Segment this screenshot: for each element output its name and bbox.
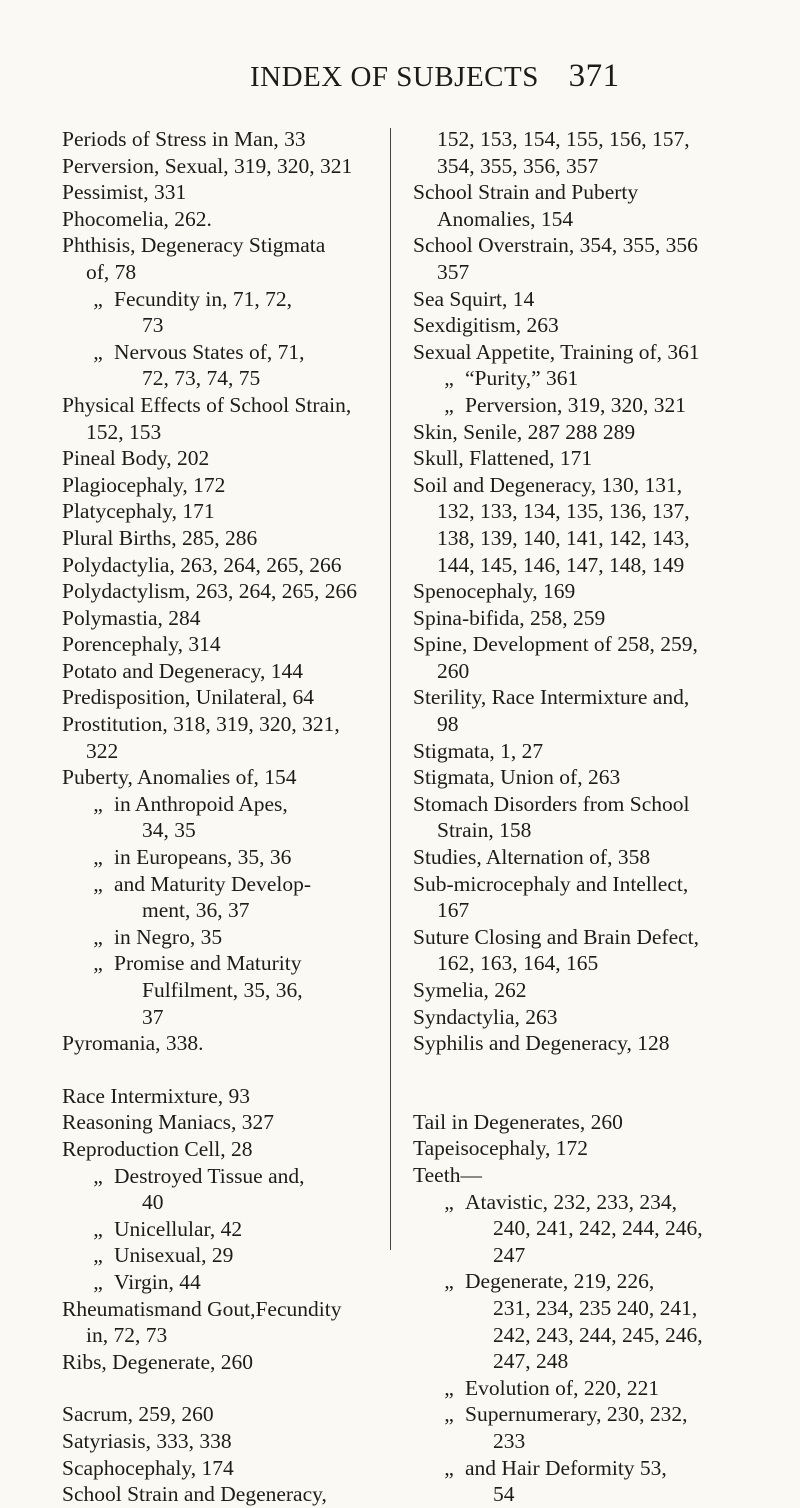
index-entry-text: ment, 36, 37 bbox=[142, 898, 250, 923]
index-entry-text: “Purity,” 361 bbox=[465, 366, 579, 391]
index-entry bbox=[62, 658, 412, 685]
index-entry-text: Nervous States of, 71, bbox=[114, 339, 305, 364]
index-entry bbox=[62, 498, 412, 525]
index-entry-text: Strain, 158 bbox=[437, 818, 532, 843]
index-entry-text: Sub-microcephaly and Intellect, bbox=[413, 871, 689, 896]
index-entry-text: Soil and Degeneracy, 130, 131, bbox=[413, 472, 683, 497]
index-entry-text: Satyriasis, 333, 338 bbox=[62, 1428, 232, 1453]
index-entry bbox=[62, 1481, 412, 1508]
ditto-mark: „ bbox=[93, 339, 103, 364]
index-entry-continuation bbox=[413, 498, 763, 525]
index-entry-text: Race Intermixture, 93 bbox=[62, 1083, 251, 1108]
index-entry bbox=[413, 924, 763, 951]
index-entry-text: Pessimist, 331 bbox=[62, 180, 187, 205]
index-entry bbox=[62, 1455, 412, 1482]
index-entry-text: 322 bbox=[86, 738, 119, 763]
index-entry bbox=[62, 578, 412, 605]
index-entry bbox=[413, 1109, 763, 1136]
index-entry-continuation bbox=[62, 817, 412, 844]
index-entry-text: 40 bbox=[142, 1190, 164, 1215]
index-entry-continuation bbox=[413, 897, 763, 924]
index-entry-text: 73 bbox=[142, 313, 164, 338]
ditto-mark: „ bbox=[444, 1189, 454, 1214]
index-entry-text: Perversion, Sexual, 319, 320, 321 bbox=[62, 153, 353, 178]
index-entry-text: of, 78 bbox=[86, 259, 137, 284]
index-entry-text: Studies, Alternation of, 358 bbox=[413, 845, 651, 870]
index-entry bbox=[62, 206, 412, 233]
index-entry-text: and Hair Deformity 53, bbox=[465, 1455, 667, 1480]
index-entry-text: Reasoning Maniacs, 327 bbox=[62, 1110, 274, 1135]
index-entry-continuation bbox=[62, 924, 412, 951]
index-entry-text: Potato and Degeneracy, 144 bbox=[62, 658, 303, 683]
section-gap bbox=[413, 1057, 763, 1083]
index-entry-text: 34, 35 bbox=[142, 818, 196, 843]
index-entry-continuation bbox=[413, 365, 763, 392]
index-entry-text: Syphilis and Degeneracy, 128 bbox=[413, 1031, 670, 1056]
index-entry-continuation bbox=[62, 1163, 412, 1190]
index-entry-continuation bbox=[413, 1189, 763, 1216]
index-entry-continuation bbox=[413, 1481, 763, 1508]
index-entry bbox=[413, 578, 763, 605]
index-entry-text: Anomalies, 154 bbox=[437, 206, 574, 231]
section-gap bbox=[413, 1083, 763, 1109]
index-entry bbox=[62, 684, 412, 711]
index-entry bbox=[62, 1030, 412, 1057]
index-entry-continuation bbox=[62, 339, 412, 366]
index-entry-text: Platycephaly, 171 bbox=[62, 499, 215, 524]
index-entry-continuation bbox=[413, 1242, 763, 1269]
index-entry-text: 233 bbox=[493, 1428, 526, 1453]
index-entry-continuation bbox=[413, 950, 763, 977]
index-entry-text: Porencephaly, 314 bbox=[62, 632, 221, 657]
index-column-left bbox=[62, 126, 412, 1508]
ditto-mark: „ bbox=[93, 286, 103, 311]
index-entry-continuation bbox=[62, 871, 412, 898]
index-entry bbox=[413, 179, 763, 206]
index-entry-text: 132, 133, 134, 135, 136, 137, bbox=[437, 499, 690, 524]
index-entry bbox=[413, 1162, 763, 1189]
index-entry-continuation bbox=[413, 392, 763, 419]
index-entry-text: Sacrum, 259, 260 bbox=[62, 1402, 214, 1427]
index-entry-text: Phocomelia, 262. bbox=[62, 206, 212, 231]
index-entry-continuation bbox=[62, 1242, 412, 1269]
index-entry-text: 162, 163, 164, 165 bbox=[437, 951, 599, 976]
index-entry bbox=[62, 711, 412, 738]
index-entry bbox=[413, 871, 763, 898]
index-entry-text: Pineal Body, 202 bbox=[62, 446, 210, 471]
index-entry-text: Polymastia, 284 bbox=[62, 605, 201, 630]
index-entry bbox=[62, 126, 412, 153]
column-divider bbox=[390, 128, 391, 1250]
page-header bbox=[250, 58, 790, 95]
index-entry-text: Periods of Stress in Man, 33 bbox=[62, 127, 306, 151]
index-entry-text: Supernumerary, 230, 232, bbox=[465, 1402, 688, 1427]
index-entry bbox=[62, 1109, 412, 1136]
index-entry bbox=[62, 552, 412, 579]
index-entry-text: Destroyed Tissue and, bbox=[114, 1163, 305, 1188]
index-entry-text: Polydactylia, 263, 264, 265, 266 bbox=[62, 552, 342, 577]
index-entry-text: in Negro, 35 bbox=[114, 924, 223, 949]
index-entry-text: Symelia, 262 bbox=[413, 978, 527, 1002]
index-entry-continuation bbox=[62, 365, 412, 392]
index-entry-text: 247, 248 bbox=[493, 1349, 569, 1374]
index-entry-text: 240, 241, 242, 244, 246, bbox=[493, 1216, 703, 1241]
index-entry-text: Unicellular, 42 bbox=[114, 1216, 243, 1241]
index-entry-text: 98 bbox=[437, 712, 459, 737]
index-entry bbox=[413, 472, 763, 499]
section-gap bbox=[62, 1375, 412, 1401]
index-entry-continuation bbox=[62, 259, 412, 286]
index-entry-continuation bbox=[413, 1322, 763, 1349]
index-entry bbox=[62, 179, 412, 206]
index-entry-text: Predisposition, Unilateral, 64 bbox=[62, 685, 314, 710]
index-entry-text: Plagiocephaly, 172 bbox=[62, 472, 226, 497]
index-entry-text: Tapeisocephaly, 172 bbox=[413, 1136, 589, 1161]
index-entry-text: Virgin, 44 bbox=[114, 1269, 201, 1294]
index-entry-text: 357 bbox=[437, 259, 470, 284]
ditto-mark: „ bbox=[93, 1216, 103, 1241]
ditto-mark: „ bbox=[93, 845, 103, 870]
index-entry bbox=[62, 1083, 412, 1110]
index-entry-text: Fulfilment, 35, 36, bbox=[142, 978, 303, 1002]
index-entry-text: Stigmata, Union of, 263 bbox=[413, 765, 621, 790]
index-entry bbox=[62, 232, 412, 259]
index-entry-continuation bbox=[62, 1216, 412, 1243]
index-entry bbox=[413, 1004, 763, 1031]
index-entry-continuation bbox=[413, 259, 763, 286]
index-entry bbox=[413, 419, 763, 446]
ditto-mark: „ bbox=[93, 791, 103, 816]
index-entry-continuation bbox=[413, 1455, 763, 1482]
index-entry bbox=[413, 339, 763, 366]
index-entry-text: Unisexual, 29 bbox=[114, 1243, 234, 1268]
index-entry-continuation bbox=[62, 950, 412, 977]
index-entry-text: Prostitution, 318, 319, 320, 321, bbox=[62, 712, 340, 737]
index-entry bbox=[62, 631, 412, 658]
index-entry bbox=[62, 1136, 412, 1163]
index-entry-text: Puberty, Anomalies of, 154 bbox=[62, 765, 297, 790]
index-entry-text: Stomach Disorders from School bbox=[413, 791, 690, 816]
index-entry-text: Skin, Senile, 287 288 289 bbox=[413, 419, 636, 444]
index-entry-text: 354, 355, 356, 357 bbox=[437, 153, 599, 178]
index-entry-text: in Europeans, 35, 36 bbox=[114, 845, 292, 870]
index-entry-continuation bbox=[413, 711, 763, 738]
index-entry-text: Polydactylism, 263, 264, 265, 266 bbox=[62, 579, 358, 604]
index-entry-continuation bbox=[413, 1348, 763, 1375]
index-entry-text: 242, 243, 244, 245, 246, bbox=[493, 1322, 703, 1347]
index-entry-text: Plural Births, 285, 286 bbox=[62, 525, 258, 550]
index-entry bbox=[62, 1296, 412, 1323]
ditto-mark: „ bbox=[444, 1375, 454, 1400]
index-entry-continuation bbox=[413, 153, 763, 180]
ditto-mark: „ bbox=[93, 1163, 103, 1188]
index-entry-text: Perversion, 319, 320, 321 bbox=[465, 392, 686, 417]
index-entry bbox=[413, 445, 763, 472]
index-entry-text: Teeth— bbox=[413, 1162, 482, 1187]
index-entry-text: Sterility, Race Intermixture and, bbox=[413, 685, 690, 710]
index-entry bbox=[413, 977, 763, 1004]
index-entry-text: School Strain and Degeneracy, bbox=[62, 1482, 327, 1507]
index-entry bbox=[62, 605, 412, 632]
index-entry bbox=[62, 525, 412, 552]
index-entry-text: Spina-bifida, 258, 259 bbox=[413, 605, 606, 630]
index-entry-continuation bbox=[413, 658, 763, 685]
index-entry-text: Syndactylia, 263 bbox=[413, 1004, 558, 1029]
index-entry-text: School Overstrain, 354, 355, 356 bbox=[413, 233, 698, 258]
index-entry-continuation bbox=[62, 419, 412, 446]
section-gap bbox=[62, 1057, 412, 1083]
index-entry-text: Rheumatismand Gout,Fecundity bbox=[62, 1296, 342, 1321]
index-entry-text: 54 bbox=[493, 1482, 515, 1507]
index-entry bbox=[413, 844, 763, 871]
index-entry-text: 144, 145, 146, 147, 148, 149 bbox=[437, 552, 685, 577]
index-entry-text: Atavistic, 232, 233, 234, bbox=[465, 1189, 677, 1214]
index-entry-continuation bbox=[62, 977, 412, 1004]
index-entry-text: Promise and Maturity bbox=[114, 951, 302, 976]
ditto-mark: „ bbox=[444, 1455, 454, 1480]
index-entry-text: 231, 234, 235 240, 241, bbox=[493, 1295, 698, 1320]
index-entry bbox=[413, 1030, 763, 1057]
index-entry-text: 72, 73, 74, 75 bbox=[142, 366, 261, 391]
index-entry-continuation bbox=[62, 1189, 412, 1216]
index-entry-text: Pyromania, 338. bbox=[62, 1031, 204, 1056]
index-entry-continuation bbox=[62, 1004, 412, 1031]
index-entry-text: Stigmata, 1, 27 bbox=[413, 738, 544, 763]
index-entry-continuation bbox=[62, 1322, 412, 1349]
index-entry-text: Suture Closing and Brain Defect, bbox=[413, 924, 700, 949]
index-entry-continuation bbox=[62, 1269, 412, 1296]
index-entry-text: Fecundity in, 71, 72, bbox=[114, 286, 292, 311]
index-entry-text: School Strain and Puberty bbox=[413, 180, 639, 205]
index-entry-text: Sea Squirt, 14 bbox=[413, 286, 535, 311]
index-entry-text: Spenocephaly, 169 bbox=[413, 579, 576, 604]
running-title: INDEX OF SUBJECTS bbox=[250, 61, 539, 93]
index-entry bbox=[413, 684, 763, 711]
ditto-mark: „ bbox=[444, 392, 454, 417]
index-entry-text: 247 bbox=[493, 1242, 526, 1267]
ditto-mark: „ bbox=[93, 1269, 103, 1294]
index-entry-text: Sexdigitism, 263 bbox=[413, 313, 559, 338]
index-entry-text: and Maturity Develop- bbox=[114, 871, 312, 896]
page-number: 371 bbox=[568, 58, 620, 94]
ditto-mark: „ bbox=[93, 951, 103, 976]
index-entry-text: 260 bbox=[437, 658, 470, 683]
index-entry-text: in Anthropoid Apes, bbox=[114, 791, 288, 816]
ditto-mark: „ bbox=[444, 1269, 454, 1294]
index-entry-text: Physical Effects of School Strain, bbox=[62, 392, 352, 417]
index-entry bbox=[413, 631, 763, 658]
index-entry-continuation bbox=[62, 844, 412, 871]
index-entry bbox=[62, 392, 412, 419]
index-entry-continuation bbox=[62, 897, 412, 924]
ditto-mark: „ bbox=[444, 366, 454, 391]
index-entry-text: Degenerate, 219, 226, bbox=[465, 1269, 655, 1294]
index-entry-text: 37 bbox=[142, 1004, 164, 1029]
index-entry bbox=[62, 1401, 412, 1428]
index-entry bbox=[62, 1349, 412, 1376]
index-entry bbox=[413, 764, 763, 791]
index-entry-text: Ribs, Degenerate, 260 bbox=[62, 1349, 254, 1374]
index-entry-text: 167 bbox=[437, 898, 470, 923]
index-entry-continuation bbox=[413, 126, 763, 153]
index-entry-continuation bbox=[62, 286, 412, 313]
index-entry-continuation bbox=[413, 525, 763, 552]
index-entry bbox=[62, 445, 412, 472]
index-entry-continuation bbox=[413, 1428, 763, 1455]
index-entry-text: 152, 153 bbox=[86, 419, 162, 444]
index-entry-continuation bbox=[413, 1295, 763, 1322]
index-entry-text: Tail in Degenerates, 260 bbox=[413, 1109, 623, 1134]
index-entry-text: in, 72, 73 bbox=[86, 1323, 168, 1348]
index-entry-text: 138, 139, 140, 141, 142, 143, bbox=[437, 525, 690, 550]
ditto-mark: „ bbox=[93, 924, 103, 949]
index-entry-continuation bbox=[413, 1401, 763, 1428]
index-entry-continuation bbox=[62, 312, 412, 339]
index-column-right bbox=[413, 126, 763, 1508]
index-entry-continuation bbox=[413, 1375, 763, 1402]
index-entry bbox=[62, 1428, 412, 1455]
index-entry-continuation bbox=[62, 791, 412, 818]
index-entry bbox=[413, 286, 763, 313]
index-entry-text: Sexual Appetite, Training of, 361 bbox=[413, 339, 700, 364]
index-entry bbox=[413, 605, 763, 632]
ditto-mark: „ bbox=[93, 871, 103, 896]
index-entry bbox=[413, 312, 763, 339]
index-entry bbox=[62, 153, 412, 180]
index-entry-text: Spine, Development of 258, 259, bbox=[413, 632, 698, 657]
index-entry-text: Phthisis, Degeneracy Stigmata bbox=[62, 233, 326, 258]
index-entry-text: Reproduction Cell, 28 bbox=[62, 1136, 253, 1161]
index-entry-text: Skull, Flattened, 171 bbox=[413, 446, 593, 471]
index-entry-text: Evolution of, 220, 221 bbox=[465, 1375, 660, 1400]
ditto-mark: „ bbox=[444, 1402, 454, 1427]
ditto-mark: „ bbox=[93, 1243, 103, 1268]
index-entry-continuation bbox=[62, 738, 412, 765]
index-entry-continuation bbox=[413, 817, 763, 844]
index-entry-continuation bbox=[413, 552, 763, 579]
index-entry bbox=[413, 791, 763, 818]
index-entry bbox=[62, 764, 412, 791]
index-entry bbox=[413, 738, 763, 765]
index-entry bbox=[413, 1135, 763, 1162]
index-entry-continuation bbox=[413, 1215, 763, 1242]
index-entry-text: Scaphocephaly, 174 bbox=[62, 1455, 234, 1480]
index-entry-continuation bbox=[413, 1268, 763, 1295]
index-entry-continuation bbox=[413, 206, 763, 233]
index-entry-text: 152, 153, 154, 155, 156, 157, bbox=[437, 127, 690, 151]
index-entry bbox=[413, 232, 763, 259]
index-entry bbox=[62, 472, 412, 499]
